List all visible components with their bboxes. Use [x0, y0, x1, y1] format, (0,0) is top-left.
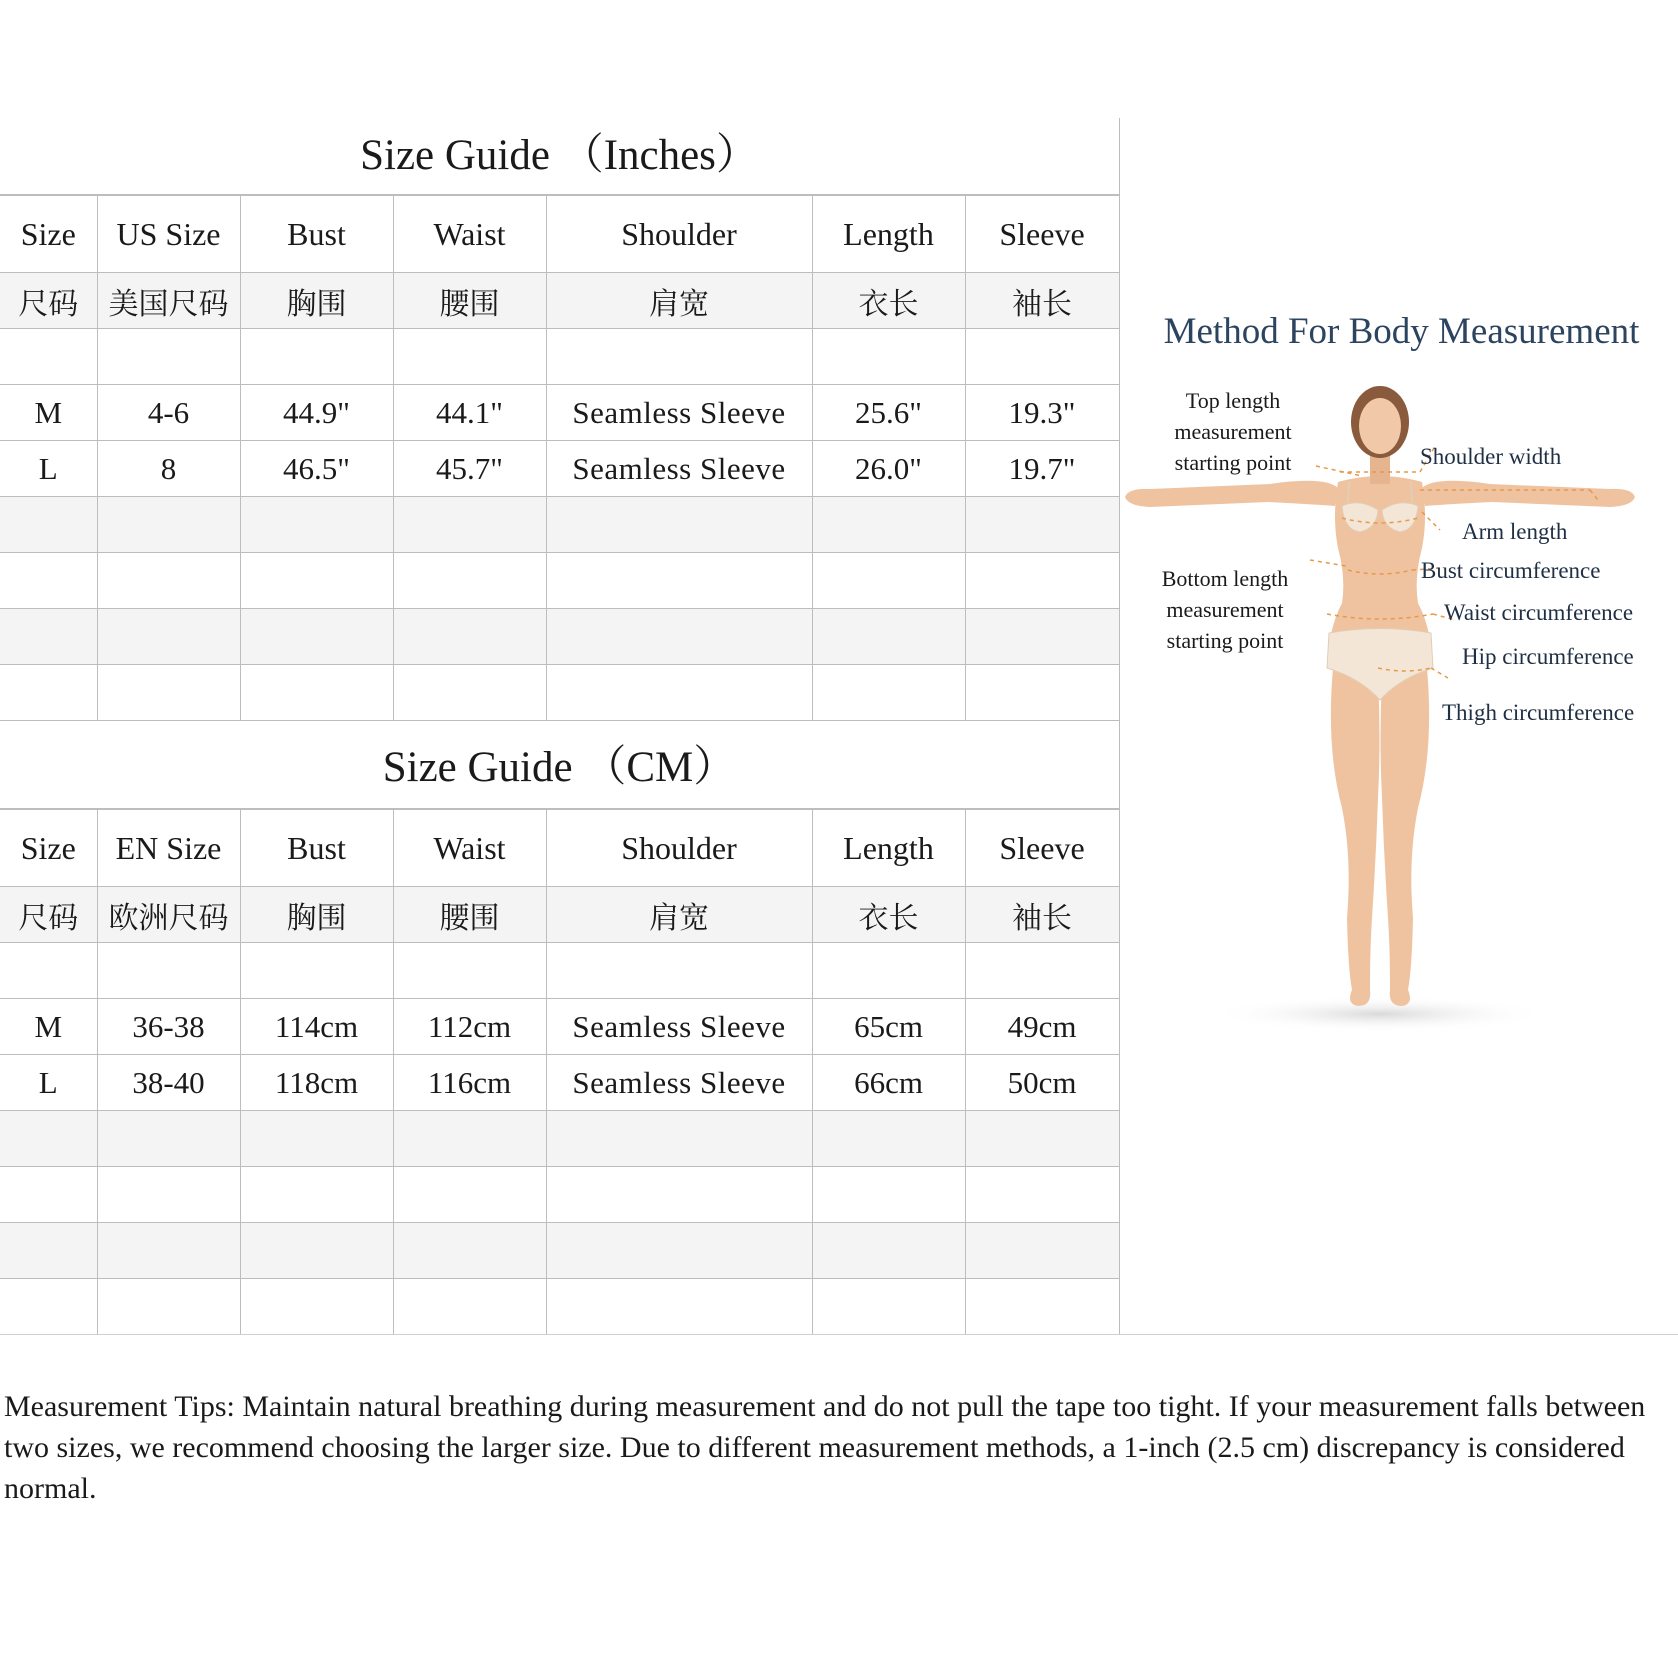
table-row-empty — [0, 1167, 1119, 1223]
table-cell — [0, 665, 97, 721]
size-guide-cm — [0, 728, 1119, 1335]
table-row-empty — [0, 665, 1119, 721]
table-cell — [812, 943, 965, 999]
table-header-row — [0, 809, 1119, 887]
table-row-empty — [0, 553, 1119, 609]
header-cell: Size — [0, 195, 97, 273]
table-cell — [965, 497, 1119, 553]
table-cell: Seamless Sleeve — [546, 385, 812, 441]
label-line: Bottom length — [1161, 566, 1289, 591]
table-cell — [965, 1223, 1119, 1279]
table-cell — [240, 329, 393, 385]
table-cell — [393, 497, 546, 553]
table-cell — [240, 1111, 393, 1167]
label-waist-circumference: Waist circumference — [1444, 600, 1634, 625]
table-cell — [393, 609, 546, 665]
table-cell — [97, 665, 240, 721]
table-cell — [965, 943, 1119, 999]
table-row — [0, 385, 1119, 441]
table-cell — [812, 497, 965, 553]
table-row-empty — [0, 497, 1119, 553]
cn-header-cell: 肩宽 — [546, 887, 812, 943]
table-row — [0, 999, 1119, 1055]
header-cell: Waist — [393, 195, 546, 273]
table-cell — [393, 553, 546, 609]
table-cell — [0, 1167, 97, 1223]
table-cell: 116cm — [393, 1055, 546, 1111]
table-cell — [965, 553, 1119, 609]
cn-header-cell: 袖长 — [965, 887, 1119, 943]
table-cell — [965, 329, 1119, 385]
label-shoulder-width: Shoulder width — [1420, 444, 1562, 469]
table-cell — [812, 553, 965, 609]
table-cell — [0, 553, 97, 609]
table-cell — [97, 943, 240, 999]
table-cell: L — [0, 441, 97, 497]
table-cell — [393, 329, 546, 385]
table-cell — [965, 609, 1119, 665]
table-cell: 25.6" — [812, 385, 965, 441]
table-cell: Seamless Sleeve — [546, 999, 812, 1055]
cn-header-cell: 衣长 — [812, 887, 965, 943]
table-cell — [0, 1279, 97, 1335]
label-bottom-length — [1150, 563, 1300, 656]
table-cell: 66cm — [812, 1055, 965, 1111]
table-row-empty — [0, 1279, 1119, 1335]
table-cell — [240, 497, 393, 553]
table-cell: 45.7" — [393, 441, 546, 497]
table-cell: Seamless Sleeve — [546, 441, 812, 497]
size-guide-inches — [0, 118, 1119, 721]
table-cell — [546, 497, 812, 553]
measurement-tips: Measurement Tips: Maintain natural breathing during measurement and do not pull the tape too tight. If your measurement falls between two sizes, we recommend choosing the larger size. Due to different measurement methods, a 1-inch (2.5 cm) discrepancy is considered normal. — [4, 1390, 1646, 1505]
table-cell: 65cm — [812, 999, 965, 1055]
table-cell — [812, 1111, 965, 1167]
cn-header-cell: 欧洲尺码 — [97, 887, 240, 943]
table-cell: L — [0, 1055, 97, 1111]
label-line: starting point — [1166, 628, 1284, 653]
table-cell: 114cm — [240, 999, 393, 1055]
table-cell — [97, 1167, 240, 1223]
table-cell: 50cm — [965, 1055, 1119, 1111]
table-cell — [965, 1111, 1119, 1167]
label-bust-circumference: Bust circumference — [1421, 558, 1601, 583]
table-cell — [546, 665, 812, 721]
table-row-empty — [0, 609, 1119, 665]
table-cell — [812, 665, 965, 721]
size-guide-inches-title: Size Guide （Inches） — [360, 132, 759, 179]
label-line: starting point — [1174, 450, 1292, 475]
header-cell: Shoulder — [546, 809, 812, 887]
size-guide-cm-title: Size Guide （CM） — [382, 744, 737, 791]
header-cell: Length — [812, 195, 965, 273]
cn-header-cell: 尺码 — [0, 887, 97, 943]
table-cell: Seamless Sleeve — [546, 1055, 812, 1111]
table-cell: 49cm — [965, 999, 1119, 1055]
label-line: measurement — [1166, 597, 1284, 622]
table-cell: 19.7" — [965, 441, 1119, 497]
table-row-empty — [0, 1111, 1119, 1167]
size-table-inches — [0, 194, 1120, 721]
table-cell — [0, 1223, 97, 1279]
table-header-row — [0, 195, 1119, 273]
cn-header-cell: 胸围 — [240, 887, 393, 943]
table-cell — [546, 1279, 812, 1335]
label-arm-length: Arm length — [1462, 519, 1568, 544]
cn-header-cell: 衣长 — [812, 273, 965, 329]
table-row-empty — [0, 1223, 1119, 1279]
table-cell — [0, 329, 97, 385]
label-line: Top length — [1185, 388, 1281, 413]
table-cell — [393, 1279, 546, 1335]
table-cell — [0, 497, 97, 553]
header-cell: Waist — [393, 809, 546, 887]
header-cell: Sleeve — [965, 195, 1119, 273]
table-cell — [97, 1223, 240, 1279]
label-top-length — [1158, 385, 1308, 478]
table-cell: 19.3" — [965, 385, 1119, 441]
table-cell — [393, 1223, 546, 1279]
table-cell — [965, 665, 1119, 721]
table-cell — [393, 665, 546, 721]
table-cell — [812, 1279, 965, 1335]
table-cell: M — [0, 999, 97, 1055]
table-cell: 44.9" — [240, 385, 393, 441]
table-cell — [546, 1111, 812, 1167]
header-cell: Sleeve — [965, 809, 1119, 887]
table-cell — [240, 609, 393, 665]
table-cell — [546, 609, 812, 665]
table-cell — [97, 497, 240, 553]
cn-header-cell: 胸围 — [240, 273, 393, 329]
table-cell — [97, 553, 240, 609]
table-cell: 112cm — [393, 999, 546, 1055]
table-row-empty — [0, 943, 1119, 999]
table-cell — [965, 1167, 1119, 1223]
table-cell: M — [0, 385, 97, 441]
table-cell — [240, 553, 393, 609]
table-cell — [546, 943, 812, 999]
table-cell — [546, 329, 812, 385]
table-cell — [240, 1167, 393, 1223]
cn-header-cell: 肩宽 — [546, 273, 812, 329]
table-cell: 38-40 — [97, 1055, 240, 1111]
table-cell: 8 — [97, 441, 240, 497]
label-line: measurement — [1174, 419, 1292, 444]
table-cn-header-row — [0, 887, 1119, 943]
section-divider — [0, 1334, 1678, 1335]
table-row-empty — [0, 329, 1119, 385]
table-cell — [812, 1167, 965, 1223]
header-cell: Bust — [240, 809, 393, 887]
size-table-cm — [0, 808, 1120, 1335]
cn-header-cell: 袖长 — [965, 273, 1119, 329]
header-cell: Size — [0, 809, 97, 887]
table-cell — [965, 1279, 1119, 1335]
label-hip-circumference: Hip circumference — [1462, 644, 1634, 669]
cn-header-cell: 尺码 — [0, 273, 97, 329]
header-cell: Bust — [240, 195, 393, 273]
label-thigh-circumference: Thigh circumference — [1442, 700, 1635, 725]
header-cell: Shoulder — [546, 195, 812, 273]
table-cell — [97, 609, 240, 665]
cn-header-cell: 腰围 — [393, 273, 546, 329]
table-cell: 118cm — [240, 1055, 393, 1111]
header-cell: US Size — [97, 195, 240, 273]
table-cell — [97, 1279, 240, 1335]
table-cell — [393, 943, 546, 999]
table-row — [0, 441, 1119, 497]
table-cell — [0, 609, 97, 665]
table-cell — [0, 1111, 97, 1167]
table-row — [0, 1055, 1119, 1111]
table-cell — [97, 1111, 240, 1167]
header-cell: Length — [812, 809, 965, 887]
table-cell — [240, 1223, 393, 1279]
method-title: Method For Body Measurement — [1163, 311, 1640, 352]
table-cell: 26.0" — [812, 441, 965, 497]
table-cell — [546, 1223, 812, 1279]
table-cell — [546, 553, 812, 609]
table-cell — [812, 1223, 965, 1279]
table-cn-header-row — [0, 273, 1119, 329]
table-cell — [97, 329, 240, 385]
table-cell: 46.5" — [240, 441, 393, 497]
table-cell — [393, 1167, 546, 1223]
cn-header-cell: 美国尺码 — [97, 273, 240, 329]
table-cell — [812, 609, 965, 665]
table-cell — [393, 1111, 546, 1167]
table-cell — [812, 329, 965, 385]
table-cell — [0, 943, 97, 999]
table-cell — [240, 665, 393, 721]
header-cell: EN Size — [97, 809, 240, 887]
table-cell: 36-38 — [97, 999, 240, 1055]
table-cell: 44.1" — [393, 385, 546, 441]
table-cell — [240, 1279, 393, 1335]
table-cell: 4-6 — [97, 385, 240, 441]
table-cell — [546, 1167, 812, 1223]
cn-header-cell: 腰围 — [393, 887, 546, 943]
table-cell — [240, 943, 393, 999]
